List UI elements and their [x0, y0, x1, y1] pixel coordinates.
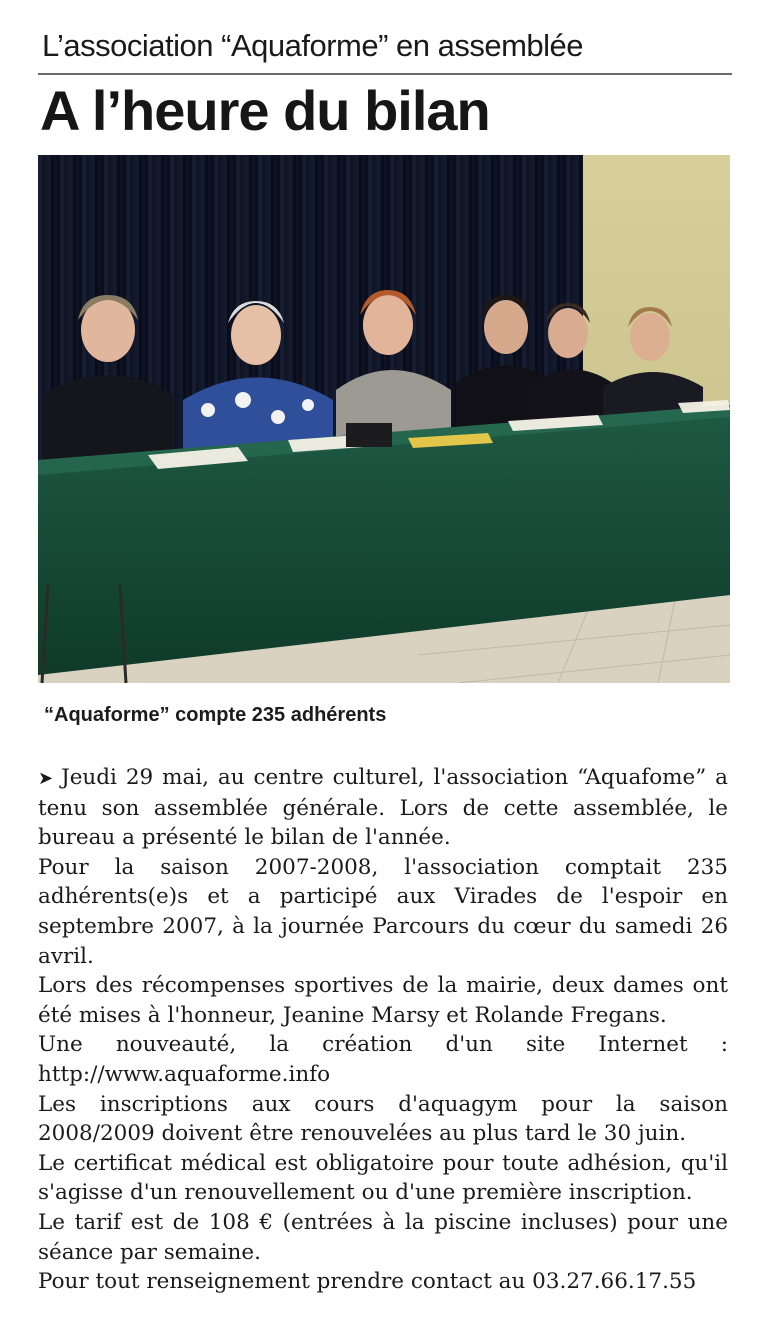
kicker-rule: [38, 73, 732, 75]
body-paragraph: Une nouveauté, la création d'un site Internet : http://www.aquaforme.info: [38, 1032, 728, 1087]
body-paragraph: Pour tout renseignement prendre contact au 03.27.66.17.55: [38, 1269, 697, 1295]
article-kicker: L’association “Aquaforme” en assemblée: [42, 28, 584, 63]
arrow-bullet-icon: ➤: [38, 768, 54, 789]
article-body: [38, 763, 728, 1297]
body-paragraph: Pour la saison 2007-2008, l'association comptait 235 adhérents(e)s et a participé aux Virades de l'espoir en septembre 2007, à la journée Parcours du cœur du samedi 26 avril.: [38, 854, 728, 969]
body-paragraph: Le certificat médical est obligatoire pour toute adhésion, qu'il s'agisse d'un renouvellement ou d'une première inscription.: [38, 1150, 728, 1206]
body-paragraph: Les inscriptions aux cours d'aquagym pour la saison 2008/2009 doivent être renouvelées au plus tard le 30 juin.: [38, 1091, 728, 1147]
body-paragraph: ➤ Jeudi 29 mai, au centre culturel, l'association “Aquafome” a tenu son assemblée générale. Lors de cette assemblée, le bureau a présenté le bilan de l'année.: [38, 765, 728, 851]
body-paragraph: Le tarif est de 108 € (entrées à la piscine incluses) pour une séance par semaine.: [38, 1209, 728, 1265]
meeting-photo-illustration: [38, 155, 730, 683]
photo-caption: “Aquaforme” compte 235 adhérents: [44, 704, 387, 726]
article-headline: A l’heure du bilan: [40, 79, 490, 142]
body-paragraph: Lors des récompenses sportives de la mairie, deux dames ont été mises à l'honneur, Jeanine Marsy et Rolande Fregans.: [38, 973, 728, 1028]
meeting-photo: [38, 155, 730, 683]
